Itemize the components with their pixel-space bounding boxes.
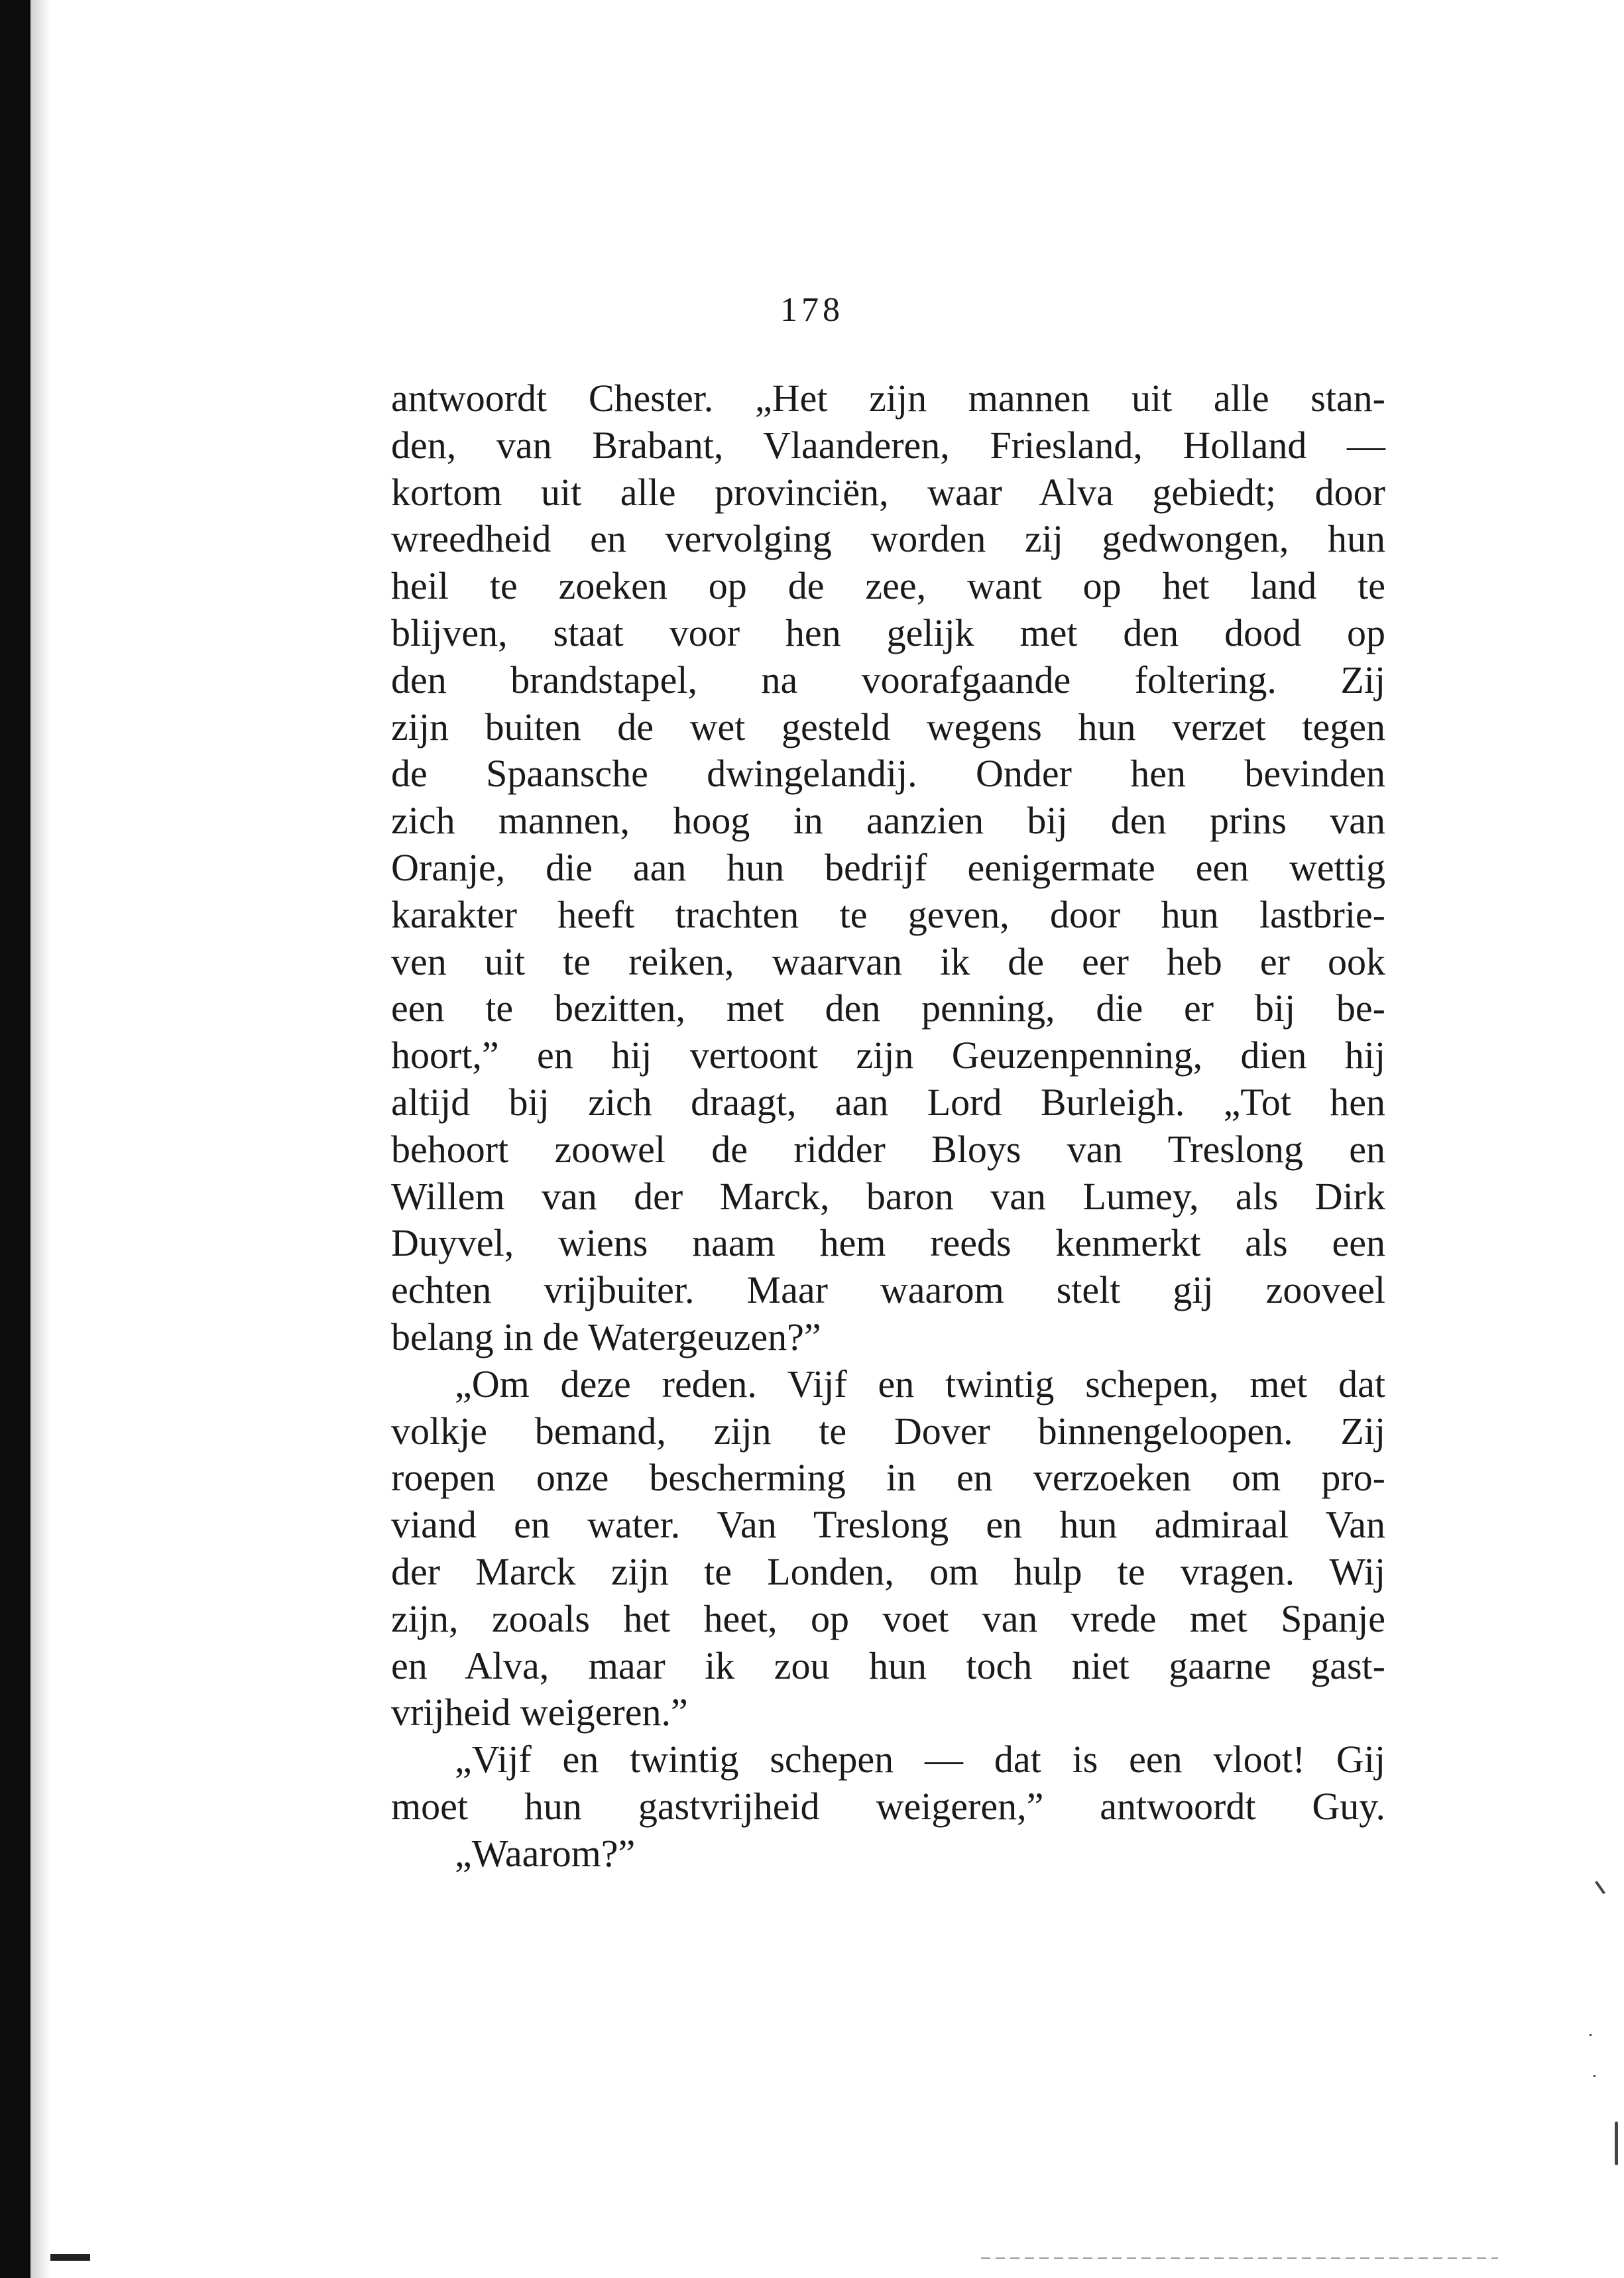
text-line: roepen onze bescherming in en verzoeken om pro- <box>391 1456 1385 1500</box>
text-line: vrijheid weigeren.” <box>391 1691 688 1734</box>
binding-foot-mark <box>50 2254 90 2261</box>
binding-gradient <box>30 0 50 2278</box>
scan-speck <box>1595 1881 1605 1894</box>
text-line: moet hun gastvrijheid weigeren,” antwoordt Guy. <box>391 1784 1385 1828</box>
page-number: 178 <box>780 291 844 329</box>
text-line: Willem van der Marck, baron van Lumey, als Dirk <box>391 1174 1385 1218</box>
text-line: Duyvel, wiens naam hem reeds kenmerkt als een <box>391 1221 1385 1265</box>
text-line: „Om deze reden. Vijf en twintig schepen, met dat <box>455 1362 1385 1406</box>
scan-speck <box>1615 2122 1618 2165</box>
text-line: wreedheid en vervolging worden zij gedwongen, hun <box>391 517 1385 561</box>
text-line: „Waarom?” <box>455 1831 636 1875</box>
text-line: heil te zoeken op de zee, want op het land te <box>391 564 1385 608</box>
text-line: altijd bij zich draagt, aan Lord Burleigh. „Tot hen <box>391 1080 1385 1124</box>
text-line: de Spaansche dwingelandij. Onder hen bevinden <box>391 752 1385 796</box>
text-line: blijven, staat voor hen gelijk met den dood op <box>391 611 1385 654</box>
text-line: zijn, zooals het heet, op voet van vrede met Spanje <box>391 1596 1385 1640</box>
text-line: „Vijf en twintig schepen — dat is een vloot! Gij <box>455 1738 1385 1781</box>
text-line: en Alva, maar ik zou hun toch niet gaarne gast- <box>391 1644 1385 1687</box>
text-line: viand en water. Van Treslong en hun admiraal Van <box>391 1503 1385 1547</box>
text-line: Oranje, die aan hun bedrijf eenigermate een wettig <box>391 845 1385 889</box>
scan-speck <box>1590 2034 1592 2036</box>
body-text <box>391 375 1385 1878</box>
text-line: karakter heeft trachten te geven, door hun lastbrie- <box>391 892 1385 936</box>
text-line: echten vrijbuiter. Maar waarom stelt gij zooveel <box>391 1268 1385 1312</box>
text-line: antwoordt Chester. „Het zijn mannen uit alle stan- <box>391 377 1385 420</box>
text-line: der Marck zijn te Londen, om hulp te vragen. Wij <box>391 1549 1385 1593</box>
text-line: den, van Brabant, Vlaanderen, Friesland, Holland — <box>391 423 1385 467</box>
scan-bottom-rule <box>981 2257 1498 2259</box>
text-line: zich mannen, hoog in aanzien bij den prins van <box>391 799 1385 843</box>
binding-shadow <box>0 0 30 2278</box>
scan-speck <box>1594 2075 1595 2077</box>
text-line: behoort zoowel de ridder Bloys van Treslong en <box>391 1127 1385 1171</box>
text-line: belang in de Watergeuzen?” <box>391 1315 821 1358</box>
text-line: zijn buiten de wet gesteld wegens hun verzet tegen <box>391 705 1385 749</box>
text-line: kortom uit alle provinciën, waar Alva gebiedt; door <box>391 470 1385 514</box>
text-line: ven uit te reiken, waarvan ik de eer heb er ook <box>391 939 1385 983</box>
text-line: volkje bemand, zijn te Dover binnengeloopen. Zij <box>391 1409 1385 1453</box>
text-line: den brandstapel, na voorafgaande foltering. Zij <box>391 658 1385 701</box>
text-line: hoort,” en hij vertoont zijn Geuzenpenning, dien hij <box>391 1034 1385 1077</box>
text-line: een te bezitten, met den penning, die er bij be- <box>391 987 1385 1030</box>
